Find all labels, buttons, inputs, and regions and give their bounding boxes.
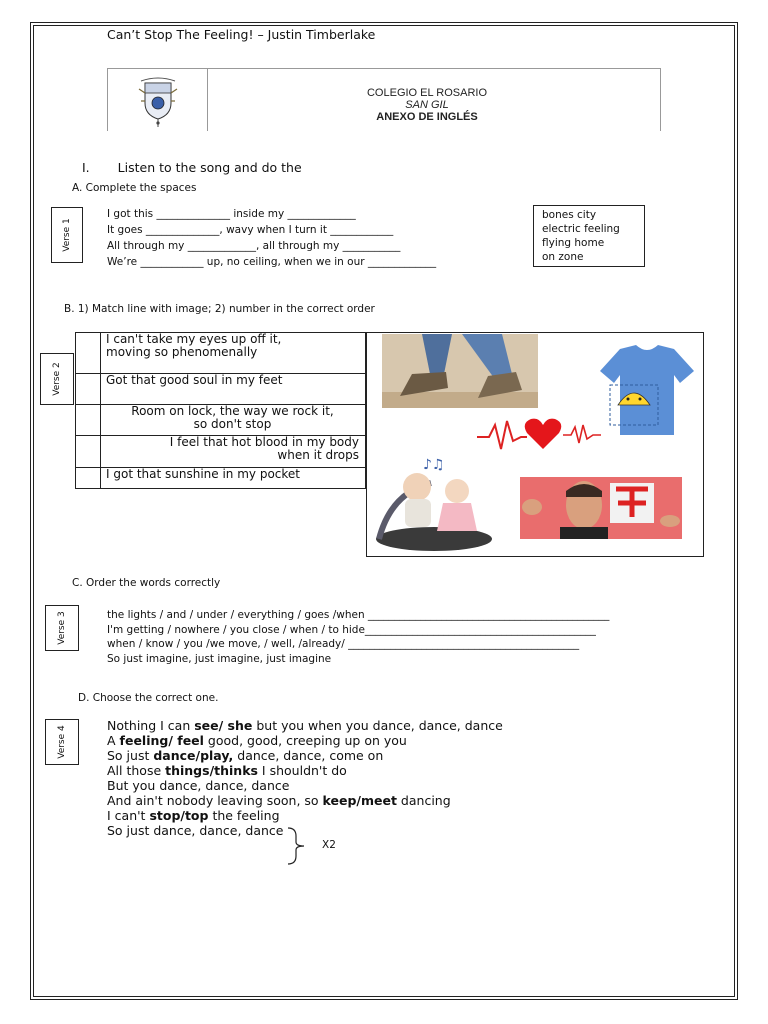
- verse-1-lines: [107, 206, 436, 270]
- lyric-line: I feel that hot blood in my body when it drops: [169, 435, 359, 462]
- choice-line: Nothing I can see/ she but you when you dance, dance, dance: [107, 718, 503, 733]
- verse-2-label: Verse 2: [40, 353, 74, 405]
- repeat-mark: X2: [322, 839, 336, 851]
- verse-3-lines: [107, 608, 609, 666]
- section-a-heading: A. Complete the spaces: [72, 182, 197, 194]
- scrambled-line: the lights / and / under / everything / goes /when ______________________________________________: [107, 609, 610, 621]
- match-row: [76, 468, 365, 488]
- section-c-heading: C. Order the words correctly: [72, 577, 221, 589]
- verse-4-lines: [107, 718, 503, 838]
- scrambled-line: So just imagine, just imagine, just imagine: [107, 652, 332, 665]
- curly-brace-icon: [286, 826, 308, 866]
- word-bank: [533, 205, 645, 267]
- choice-line: I can't stop/top the feeling: [107, 808, 280, 823]
- choice-line: But you dance, dance, dance: [107, 778, 290, 793]
- section-d-heading: D. Choose the correct one.: [78, 692, 219, 704]
- choice-line: So just dance/play, dance, dance, come on: [107, 748, 384, 763]
- lyric-line: I can't take my eyes up off it, moving so phenomenally: [106, 332, 282, 359]
- lyric-line: Got that good soul in my feet: [106, 373, 283, 387]
- verse-1-label: Verse 1: [51, 207, 83, 263]
- school-crest-icon: [135, 75, 181, 129]
- choice-line: A feeling/ feel good, good, creeping up on you: [107, 733, 407, 748]
- worksheet-title: Can’t Stop The Feeling! – Justin Timberlake: [107, 27, 376, 42]
- scrambled-line: I'm getting / nowhere / you close / when / to hide____________________________________________: [107, 623, 596, 636]
- justin-timberlake-photo: [520, 477, 682, 539]
- choice-line: So just dance, dance, dance: [107, 823, 284, 838]
- fill-in-line: We’re ____________ up, no ceiling, when we in our _____________: [107, 256, 437, 268]
- choice-line: And ain't nobody leaving soon, so keep/meet dancing: [107, 793, 451, 808]
- word-bank-row: flying home: [542, 237, 605, 249]
- school-name: COLEGIO EL ROSARIO: [366, 87, 487, 99]
- section-b-heading: B. 1) Match line with image; 2) number in the correct order: [64, 303, 375, 315]
- match-row: [76, 405, 365, 436]
- svg-text:♪♫: ♪♫: [423, 457, 445, 473]
- dancing-couple-figurine-image: [371, 453, 497, 553]
- word-bank-row: electric feeling: [542, 223, 620, 235]
- match-row: [76, 374, 365, 405]
- word-bank-row: on zone: [542, 251, 584, 263]
- verse-3-label: Verse 3: [45, 605, 79, 651]
- dancing-feet-image: [382, 334, 538, 408]
- choice-line: All those things/thinks I shouldn't do: [107, 763, 347, 778]
- sunshine-tshirt-image: [600, 345, 694, 435]
- match-row: [76, 436, 365, 468]
- school-header: [107, 68, 661, 130]
- scrambled-line: when / know / you /we move, / well, /already/ ____________________________________________: [107, 638, 580, 650]
- match-row: [76, 333, 365, 374]
- word-bank-row: bones city: [542, 209, 597, 221]
- school-city: SAN GIL: [405, 99, 449, 111]
- verse-4-label: Verse 4: [45, 719, 79, 765]
- school-annex: ANEXO DE INGLÉS: [376, 111, 478, 123]
- fill-in-line: All through my _____________, all through my ___________: [107, 240, 401, 252]
- fill-in-line: It goes ______________, wavy when I turn it ____________: [107, 224, 394, 236]
- fill-in-line: I got this ______________ inside my _____________: [107, 208, 356, 220]
- lyric-line: I got that sunshine in my pocket: [106, 467, 300, 481]
- match-table: [75, 332, 366, 489]
- image-collage: [366, 332, 704, 557]
- section-i-heading: I. Listen to the song and do the: [82, 160, 302, 175]
- lyric-line: Room on lock, the way we rock it, so don't stop: [131, 404, 334, 431]
- heartbeat-heart-image: [477, 415, 601, 453]
